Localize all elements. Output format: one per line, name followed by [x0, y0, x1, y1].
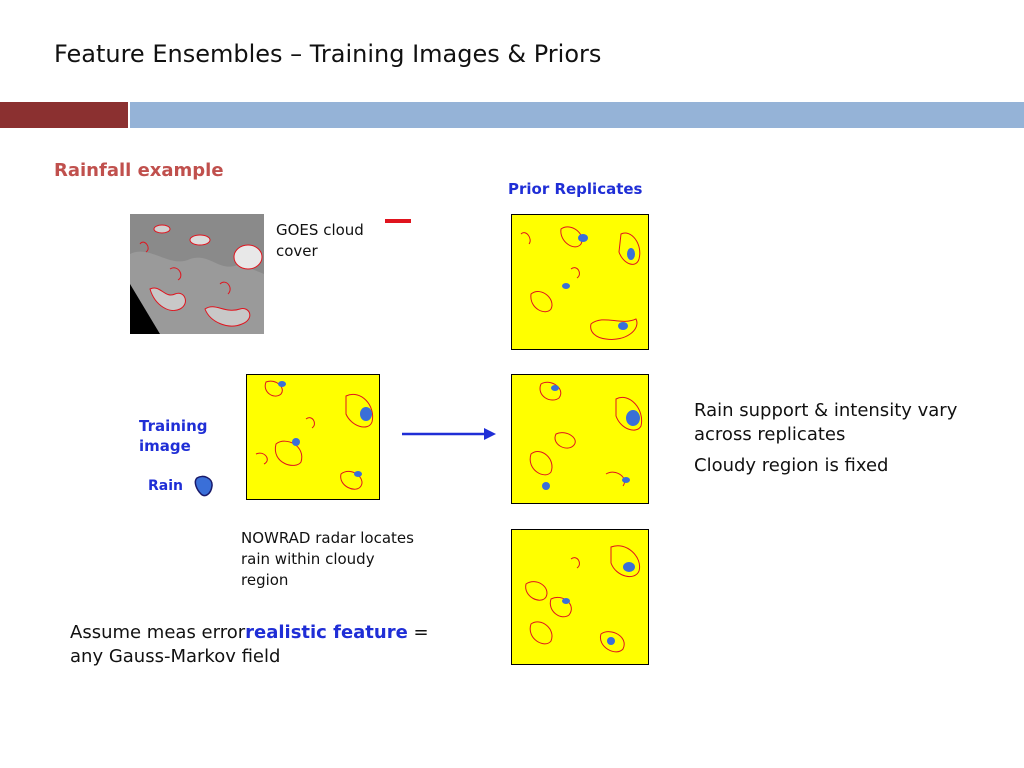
prior-replicates-label: Prior Replicates [508, 180, 643, 198]
prior-replicate-image-2 [511, 374, 649, 504]
assumption-prefix: Assume meas error [70, 622, 246, 643]
rain-blob-icon [193, 474, 215, 498]
section-subtitle: Rainfall example [54, 160, 224, 181]
training-image [246, 374, 380, 500]
assumption-highlight: realistic feature [245, 622, 408, 643]
prior-replicate-image-1 [511, 214, 649, 350]
assumption-suffix: = any Gauss-Markov field [70, 622, 429, 667]
slide-title: Feature Ensembles – Training Images & Priors [54, 40, 602, 68]
header-accent-bar-red [0, 102, 128, 128]
nowrad-radar-label: NOWRAD radar locates rain within cloudy region [241, 529, 414, 589]
cloudy-region-note: Cloudy region is fixed [694, 455, 889, 476]
replicate-variation-note: Rain support & intensity vary across replicates [694, 400, 958, 445]
red-contour-legend-swatch [385, 219, 411, 223]
goes-cloud-cover-label: GOES cloud cover [276, 221, 364, 260]
goes-cloud-image [130, 214, 264, 334]
rain-legend-label: Rain [148, 478, 183, 494]
training-image-label: Training image [139, 417, 208, 455]
assumption-text [70, 621, 430, 669]
prior-replicate-image-3 [511, 529, 649, 665]
header-accent-bar-blue [130, 102, 1024, 128]
right-arrow-icon [400, 424, 500, 444]
